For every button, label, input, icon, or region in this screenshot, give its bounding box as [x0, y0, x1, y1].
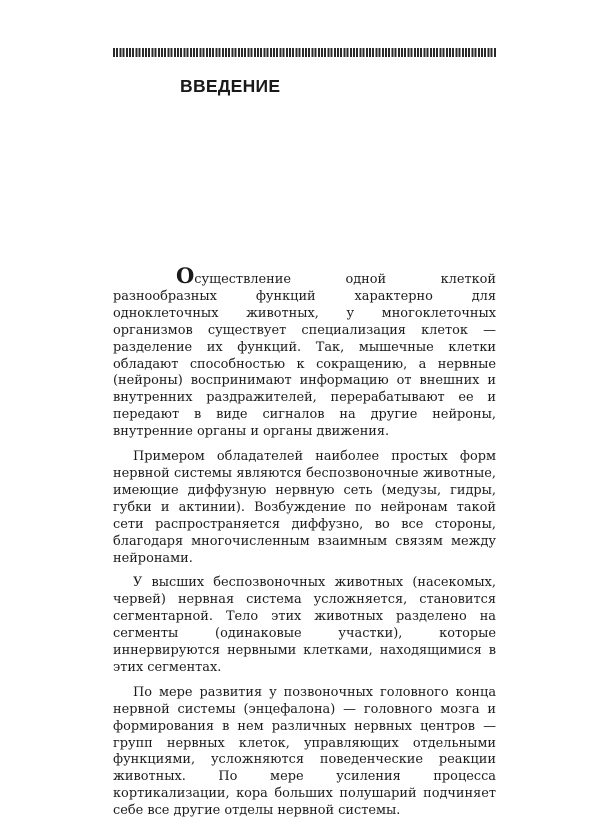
paragraph-3: У высших беспозвоночных животных (насекомых, червей) нервная система усложняется, становится сегментарной. Тело этих животных разделено на сегменты (одинаковые участки), которые иннервируются нервными клетками, находящимися в этих сегментах. — [113, 575, 496, 675]
dropcap-letter: О — [176, 263, 195, 288]
decorative-top-rule — [113, 48, 496, 57]
body-text — [113, 263, 496, 820]
paragraph-1 — [113, 263, 496, 441]
paragraph-1-text: существление одной клеткой разнообразных функций характерно для одноклеточных животных, у многоклеточных организмов существует специализация клеток — разделение их функций. Так, мышечные клетки обладают способностью к сокращению, а нервные (нейроны) воспринимают информацию от внешних и внутренних раздражителей, перерабатывают ее и передают в виде сигналов на другие нейроны, внутренние органы и органы движения. — [113, 272, 496, 440]
chapter-title: ВВЕДЕНИЕ — [180, 76, 281, 96]
paragraph-2: Примером обладателей наиболее простых форм нервной системы являются беспозвоночные животные, имеющие диффузную нервную сеть (медузы, гидры, губки и актинии). Возбуждение по нейронам такой сети распространяется диффузно, во все стороны, благодаря многочисленным взаимным связям между нейронами. — [113, 449, 496, 566]
paragraph-4: По мере развития у позвоночных головного конца нервной системы (энцефалона) — головного мозга и формирования в нем различных нервных центров — групп нервных клеток, управляющих отдельными функциями, усложняются поведенческие реакции животных. По мере усиления процесса кортикализации, кора больших полушарий подчиняет себе все другие отделы нервной системы. — [113, 684, 496, 819]
